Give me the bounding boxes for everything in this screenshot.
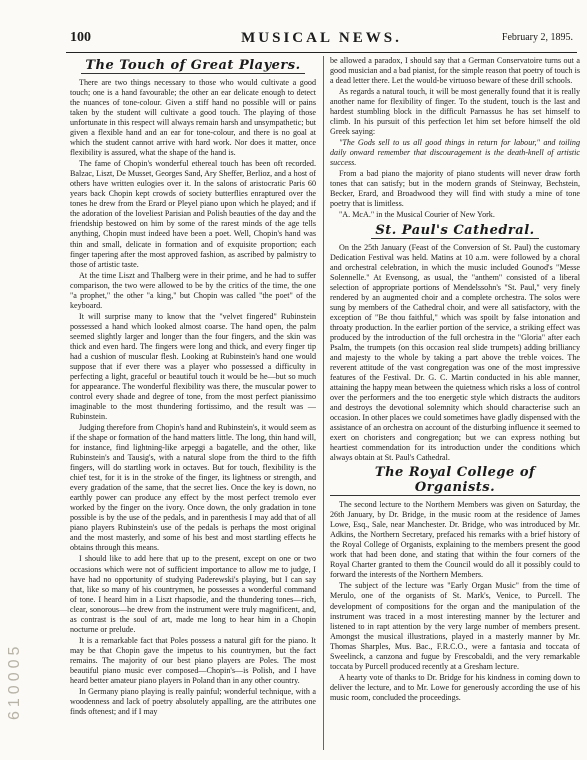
publication-title: MUSICAL NEWS. xyxy=(241,30,402,46)
st-pauls-paragraph: On the 25th January (Feast of the Conversion of St. Paul) the customary Dedication Festival was held. Matins at 10 a.m. were followed by a choral and orchestral celebration, in which the music included Gounod's "Messe Solennelle." At Evensong, as usual, the "anthem" consisted of a liberal selection of appropriate portions of Mendelssohn's "St. Paul," very finely rendered by an augmented choir and a complete orchestra. The solos were sung by members of the Cathedral choir, and were all satisfactory, with the exception of "Be thou faithful," which was spoilt by false intonation and throaty production. In the earlier portion of the service, a striking effect was produced by the introduction of the full orchestra in the "Gloria" after each Psalm, the trumpets (on this occasion real slide trumpets) adding brilliancy and majesty to the whole by taking a part above the treble voices. The reverent attitude of the vast congregation was one of the most impressive features of the Festival. Dr. G. C. Martin conducted in his able manner, attaining the happy mean between the quietness which risks a loss of control over the performers and the too energetic style which distracts the auditors and destroys the devotional solemnity which should characterise such an occasion. In other places we could sometimes have gladly dispensed with the assistance of an orchestra on account of the disturbing influence it seemed to exert on choristers and congregation; but we can express nothing but heartiest commendation for its introduction under the conditions which always obtain at St. Paul's Cathedral. xyxy=(330,242,580,463)
rco-paragraph-1: The second lecture to the Northern Members was given on Saturday, the 26th January, by Dr. Bridge, in the music room at the residence of James Lowe, Esq., Sale, near Manchester. Dr. Bridge, who was introduced by Mr. Adkins, the Northern Secretary, prefaced his remarks with a brief history of the Royal College of Organists, explaining to the members present the good work that had been done, and stating that within the four corners of the Royal Charter granted to them the Council would do all it possibly could to forward the interests of the Northern Members. xyxy=(330,500,580,580)
library-stamp: 610005 xyxy=(6,642,23,720)
left-paragraph-8: In Germany piano playing is really painful; wonderful technique, with a woodenness and lack of poetry absolutely appalling, are the attributes one finds oftenest; and if I may xyxy=(70,686,316,716)
article-title-st-pauls: St. Paul's Cathedral. xyxy=(330,223,580,239)
article-signature: "A. McA." in the Musical Courier of New York. xyxy=(339,210,495,220)
article-title-royal-college: The Royal College of Organists. xyxy=(330,465,580,496)
page-number: 100 xyxy=(70,30,91,45)
right-column xyxy=(330,56,580,752)
right-paragraph-2: As regards a natural touch, it will be most generally found that it is really another name for flexibility of finger. To the student, touch is the last and hardest stumbling block in the difficult Parnassus he has set himself to climb. In his pursuit of this perfection let him set before himself the old Greek saying: xyxy=(330,87,580,137)
page-header xyxy=(70,30,573,48)
column-divider xyxy=(323,56,324,750)
left-paragraph-2: The fame of Chopin's wonderful ethereal touch has been oft recorded. Balzac, Liszt, De Musset, Georges Sand, Ary Sheffer, Berlioz, and a host of others have written eulogies over it. In the salons of aristocratic Paris 60 years back Chopin kept crowds of society butterflies enraptured over the tones he drew from the Erard or Pleyel piano upon which he played; and if the adoration of the loveliest Parisian and Polish beauties of the day and the friendship bestowed on him by some of the rarest minds of the age tells anything, Chopin must indeed have been a poet. Well, Chopin's hand was thin and small, delicate in formation and of exquisite proportion; each finger tapering after the most approved fashion, as ascribed by palmistry to those of artistic taste. xyxy=(70,159,316,269)
rco-paragraph-3: A hearty vote of thanks to Dr. Bridge for his kindness in coming down to deliver the lecture, and to Mr. Lowe for generously according the use of his music room, concluded the proceedings. xyxy=(330,672,580,702)
left-paragraph-4: It will surprise many to know that the "velvet fingered" Rubinstein possessed a hand which looked almost coarse. The hand open, the palm seemed slightly larger and longer than the four fingers, and the skin was thick and even hard. The fingers were long and thick, and every finger tip had a cushion of muscular flesh. Looking at Rubinstein's hand one would suppose that if ever there was a player who possessed a difficulty in perfecting a light, graceful or beautiful touch it would be he—but so much for appearance. The wonderful flexibility was there, the muscular power to control every shade and degree of tone, from the most perfect pianissimo imaginable to the most thundering fortissimo, and the result was —Rubinstein. xyxy=(70,311,316,422)
right-closing-paragraph: From a bad piano the majority of piano students will never draw forth tones that can satisfy; but in the modern grands of Steinway, Bechstein, Becker, Erard, and Broadwood they will find with study a mine of tone poetry that is limitless. xyxy=(330,169,580,209)
issue-date: February 2, 1895. xyxy=(501,32,573,43)
left-paragraph-3: At the time Liszt and Thalberg were in their prime, and he had to suffer comparison, the two were allowed to be by the critics of the time, the one "a prophet," the other "a king," but Chopin was called "the poet" of the keyboard. xyxy=(70,270,316,310)
rco-paragraph-2: The subject of the lecture was "Early Organ Music" from the time of Merulo, one of the organists of St. Mark's, Venice, to Purcell. The development of compositions for the organ and the manipulation of the instrument was traced in a most interesting manner by the lecturer and listened to in rapt attention by the very large number of members present. Amongst the musical illustrations, played in a masterly manner by Mr. Thomas Sharples, Mus. Bac., F.R.C.O., were a fantasia and toccata of Sweelinck, a canzona and fugue by Frescobaldi, and the very remarkable toccata by Purcell produced recently at a Gresham lecture. xyxy=(330,581,580,671)
left-paragraph-1: There are two things necessary to those who would cultivate a good touch; one is a hand favourable; the other an ear delicate enough to detect the nuances of tone-colour. Given a stiff hand no possible will or pains taken by the student will cultivate a good touch. The playing of those unfortunate in this respect will always remain harsh and unsympathetic; but given a flexible hand and an ear for tone-colour, and there is no goal at which the student cannot arrive with hard work. Nor does it matter, once flexibility is assured, what the shape of the hand is. xyxy=(70,78,316,158)
left-column xyxy=(70,56,316,752)
right-paragraph-1: be allowed a paradox, I should say that a German Conservatoire turns out a good musician and a bad pianist, for the simple reason that poetry of touch is a dead letter there. Let the would-be virtuoso beware of these drill schools. xyxy=(330,56,580,86)
header-rule xyxy=(66,52,577,53)
article-title-touch: The Touch of Great Players. xyxy=(70,58,316,74)
greek-saying-quote: "The Gods sell to us all good things in return for labour," and toiling daily onward remember that discouragement is the death-knell of artistic success. xyxy=(330,138,580,168)
left-paragraph-7: It is a remarkable fact that Poles possess a natural gift for the piano. It may be that Chopin gave the impetus to his countrymen, but the fact remains. The majority of our best piano players are Poles. The most beautiful piano music ever composed—Chopin's—is Polish, and I have heard better amateur piano players in Poland than in any other country. xyxy=(70,635,316,685)
left-paragraph-6: I should like to add here that up to the present, except on one or two occasions which were not of sufficient importance to allow me to judge, I have had no opportunity of studying Paderewski's playing, but I can say that, like so many of his countrymen, he possesses a wonderful command of tone. I heard him in a Liszt rhapsodie, and the thundering tones—rich, clear, sonorous—he drew from the instrument were truly magnificent, and, as contrast is the soul of art, made me long to hear him in a Chopin nocturne or prelude. xyxy=(70,554,316,634)
left-paragraph-5: Judging therefore from Chopin's hand and Rubinstein's, it would seem as if the shape or formation of the hand matters little. The long, thin hand will, for instance, find lightning-like arpeggi a bagatelle, and the other, like Rubinstein's and Tausig's, with a natural slope from the third to the fifth fingers, will do startling work in octaves. But for touch, flexibility is the chief test, for it is in the stroke of the finger, its lightness or strength, and every gradation of the same, that the secret lies. Once the key is down, no earthly power can produce any effect by the most perfect tremolo ever worked by the finger on the ivory. Once down, the only gradation in tone possible is by the use of the pedals, and in parenthesis I may add that of all piano players Rubinstein's use of the pedals is perhaps the most original and the most masterly, and some of his best and most startling effects he obtains through this means. xyxy=(70,423,316,553)
